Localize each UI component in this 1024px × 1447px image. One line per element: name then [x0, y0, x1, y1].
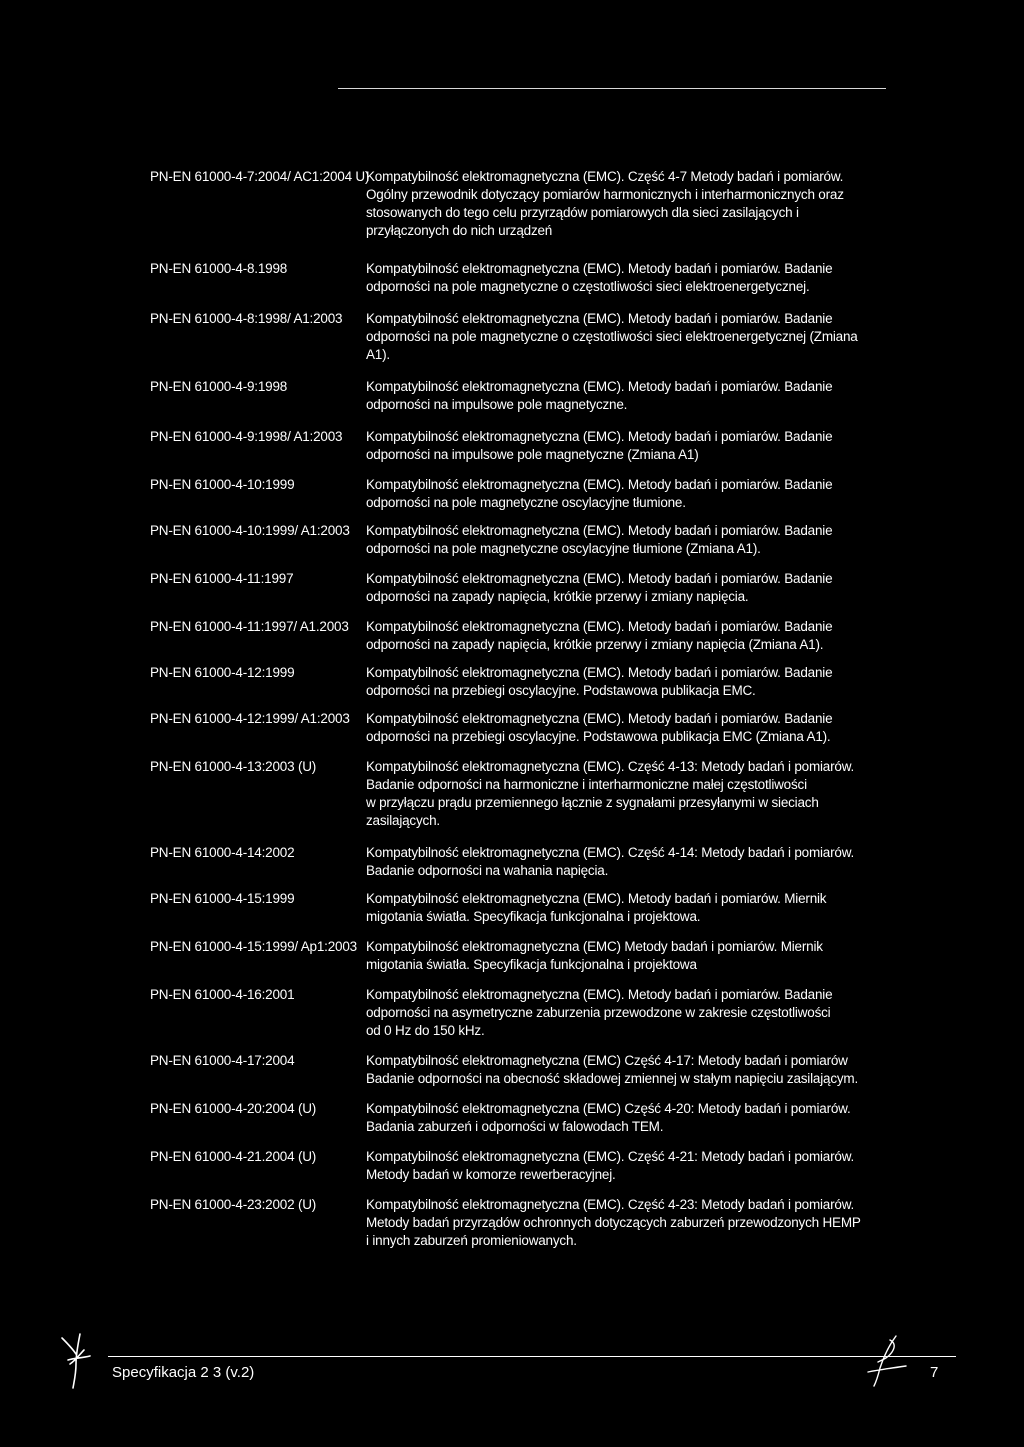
standard-description: Kompatybilność elektromagnetyczna (EMC). Metody badań i pomiarów. Badanie odporności na przebiegi oscylacyjne. Podstawowa publikacja EMC (Zmiana A1). — [366, 711, 833, 744]
standard-description: Kompatybilność elektromagnetyczna (EMC). Metody badań i pomiarów. Badanie odporności na pole magnetyczne oscylacyjne tłumione. — [366, 477, 833, 510]
standard-code: PN-EN 61000-4-12:1999/ A1:2003 — [150, 711, 350, 726]
standard-row — [150, 378, 880, 414]
standard-code: PN-EN 61000-4-7:2004/ AC1:2004 U) — [150, 169, 370, 184]
standard-row — [150, 1148, 880, 1184]
standard-row — [150, 310, 880, 364]
standard-row — [150, 938, 880, 974]
standard-code: PN-EN 61000-4-23:2002 (U) — [150, 1197, 317, 1212]
standard-row — [150, 986, 880, 1040]
standard-description: Kompatybilność elektromagnetyczna (EMC). Metody badań i pomiarów. Badanie odporności na zapady napięcia, krótkie przerwy i zmiany napięcia. — [366, 571, 833, 604]
standard-row — [150, 1100, 880, 1136]
standard-description: Kompatybilność elektromagnetyczna (EMC) Część 4-17: Metody badań i pomiarów Badanie odporności na obecność składowej zmiennej w stałym napięciu zasilającym. — [366, 1053, 859, 1086]
standard-description: Kompatybilność elektromagnetyczna (EMC). Część 4-23: Metody badań i pomiarów. Metody badań przyrządów ochronnych dotyczących zaburzeń przewodzonych HEMP i innych zaburzeń promieniowanych. — [366, 1197, 861, 1248]
standard-description: Kompatybilność elektromagnetyczna (EMC). Metody badań i pomiarów. Badanie odporności na pole magnetyczne o częstotliwości sieci elektroenergetycznej. — [366, 261, 833, 294]
standard-row — [150, 710, 880, 746]
standard-row — [150, 1052, 880, 1088]
signature-initial-right — [860, 1332, 910, 1388]
standard-row — [150, 890, 880, 926]
standard-code: PN-EN 61000-4-14:2002 — [150, 845, 295, 860]
standard-description: Kompatybilność elektromagnetyczna (EMC). Metody badań i pomiarów. Badanie odporności na asymetryczne zaburzenia przewodzone w zakresie częstotliwości od 0 Hz do 150 kHz. — [366, 987, 833, 1038]
standard-description: Kompatybilność elektromagnetyczna (EMC). Część 4-14: Metody badań i pomiarów. Badanie odporności na wahania napięcia. — [366, 845, 855, 878]
standard-description: Kompatybilność elektromagnetyczna (EMC) Część 4-20: Metody badań i pomiarów. Badania zaburzeń i odporności w falowodach TEM. — [366, 1101, 851, 1134]
standard-row — [150, 1196, 880, 1250]
standard-row — [150, 476, 880, 512]
standard-code: PN-EN 61000-4-9:1998/ A1:2003 — [150, 429, 343, 444]
signature-initial-left — [58, 1330, 98, 1390]
standard-row — [150, 570, 880, 606]
standard-code: PN-EN 61000-4-13:2003 (U) — [150, 759, 317, 774]
standard-description: Kompatybilność elektromagnetyczna (EMC). Część 4-13: Metody badań i pomiarów. Badanie odporności na harmoniczne i interharmoniczne małej częstotliwości w przyłączu prądu przemiennego łącznie z sygnałami przesyłanymi w sieciach zasilających. — [366, 759, 855, 828]
standard-description: Kompatybilność elektromagnetyczna (EMC). Metody badań i pomiarów. Miernik migotania światła. Specyfikacja funkcjonalna i projektowa. — [366, 891, 827, 924]
footer-document-label: Specyfikacja 2 3 (v.2) — [112, 1364, 255, 1381]
standard-code: PN-EN 61000-4-11:1997 — [150, 571, 294, 586]
standard-row — [150, 844, 880, 880]
standard-description: Kompatybilność elektromagnetyczna (EMC). Metody badań i pomiarów. Badanie odporności na pole magnetyczne oscylacyjne tłumione (Zmiana A1). — [366, 523, 833, 556]
standard-description: Kompatybilność elektromagnetyczna (EMC). Metody badań i pomiarów. Badanie odporności na impulsowe pole magnetyczne (Zmiana A1) — [366, 429, 833, 462]
standard-description: Kompatybilność elektromagnetyczna (EMC). Część 4-21: Metody badań i pomiarów. Metody badań w komorze rewerberacyjnej. — [366, 1149, 855, 1182]
standard-description: Kompatybilność elektromagnetyczna (EMC). Metody badań i pomiarów. Badanie odporności na zapady napięcia, krótkie przerwy i zmiany napięcia (Zmiana A1). — [366, 619, 833, 652]
standard-code: PN-EN 61000-4-17:2004 — [150, 1053, 295, 1068]
standard-row — [150, 260, 880, 296]
standard-code: PN-EN 61000-4-10:1999 — [150, 477, 295, 492]
standard-row — [150, 618, 880, 654]
standard-code: PN-EN 61000-4-10:1999/ A1:2003 — [150, 523, 350, 538]
footer-page-number: 7 — [930, 1364, 939, 1381]
standard-code: PN-EN 61000-4-16:2001 — [150, 987, 295, 1002]
standard-code: PN-EN 61000-4-12:1999 — [150, 665, 295, 680]
standard-description: Kompatybilność elektromagnetyczna (EMC). Metody badań i pomiarów. Badanie odporności na impulsowe pole magnetyczne. — [366, 379, 833, 412]
standard-code: PN-EN 61000-4-8:1998/ A1:2003 — [150, 311, 343, 326]
standard-code: PN-EN 61000-4-20:2004 (U) — [150, 1101, 317, 1116]
standard-row — [150, 758, 880, 830]
standard-row — [150, 522, 880, 558]
standard-row — [150, 664, 880, 700]
standard-description: Kompatybilność elektromagnetyczna (EMC). Metody badań i pomiarów. Badanie odporności na pole magnetyczne o częstotliwości sieci elektroenergetycznej (Zmiana A1). — [366, 311, 858, 362]
standard-code: PN-EN 61000-4-8.1998 — [150, 261, 288, 276]
standard-code: PN-EN 61000-4-9:1998 — [150, 379, 288, 394]
standard-row — [150, 428, 880, 464]
standard-code: PN-EN 61000-4-21.2004 (U) — [150, 1149, 317, 1164]
footer-rule — [108, 1356, 956, 1357]
header-rule — [338, 88, 886, 89]
standard-code: PN-EN 61000-4-15:1999 — [150, 891, 295, 906]
standard-description: Kompatybilność elektromagnetyczna (EMC). Metody badań i pomiarów. Badanie odporności na przebiegi oscylacyjne. Podstawowa publikacja EMC. — [366, 665, 833, 698]
standard-description: Kompatybilność elektromagnetyczna (EMC) Metody badań i pomiarów. Miernik migotania światła. Specyfikacja funkcjonalna i projektowa — [366, 939, 823, 972]
standard-code: PN-EN 61000-4-11:1997/ A1.2003 — [150, 619, 349, 634]
standard-code: PN-EN 61000-4-15:1999/ Ap1:2003 — [150, 939, 357, 954]
standard-description: Kompatybilność elektromagnetyczna (EMC). Część 4-7 Metody badań i pomiarów. Ogólny przewodnik dotyczący pomiarów harmonicznych i interharmonicznych oraz stosowanych do tego celu przyrządów pomiarowych dla sieci zasilających i przyłączonych do nich urządzeń — [366, 169, 844, 238]
standard-row — [150, 168, 880, 240]
